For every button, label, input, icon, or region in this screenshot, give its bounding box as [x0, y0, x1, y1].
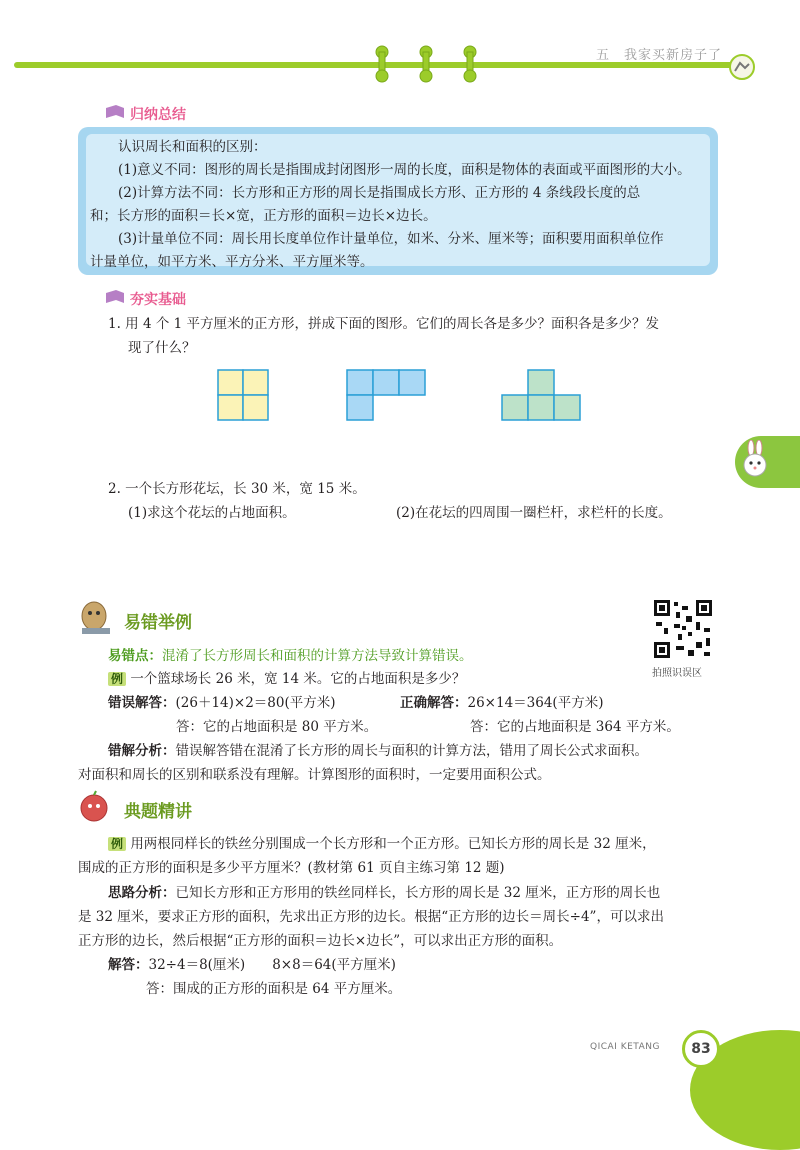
solution-answer: 答：围成的正方形的面积是 64 平方厘米。	[146, 981, 402, 997]
summary-line: (2)计算方法不同：长方形和正方形的周长是指围成长方形、正方形的 4 条线段长度的总	[118, 185, 641, 201]
rabbit-icon	[740, 440, 770, 478]
potato-mascot-icon	[76, 598, 116, 638]
right-answer: 答：它的占地面积是 364 平方米。	[470, 719, 680, 735]
mistake-point-label: 易错点：	[108, 648, 162, 664]
summary-line: (3)计量单位不同：周长用长度单位作计量单位，如米、分米、厘米等；面积要用面积单位作	[118, 231, 664, 247]
summary-title: 归纳总结	[130, 107, 186, 123]
analysis-text: 错误解答错在混淆了长方形的周长与面积的计算方法，错用了周长公式求面积。	[175, 743, 648, 759]
summary-line: 认识周长和面积的区别：	[118, 139, 267, 155]
mistake-point	[108, 645, 473, 667]
apple-mascot-icon	[76, 790, 116, 826]
analysis-line-1	[108, 740, 648, 762]
wrong-text: (26＋14)×2＝80(平方米)	[175, 695, 336, 711]
solve-text: 32÷4＝8(厘米) 8×8＝64(平方厘米)	[148, 957, 396, 973]
question-1-line-1: 1. 用 4 个 1 平方厘米的正方形，拼成下面的图形。它们的周长各是多少？面积各是多少？发	[108, 316, 660, 332]
binder-pins	[368, 44, 488, 84]
qr-code	[652, 598, 714, 660]
solve-label: 解答：	[108, 957, 149, 973]
footer-brand: QICAI KETANG	[590, 1042, 660, 1052]
typical-question-text: 用两根同样长的铁丝分别围成一个长方形和一个正方形。已知长方形的周长是 32 厘米，	[130, 836, 656, 852]
qr-caption: 拍照识误区	[652, 668, 702, 679]
summary-line: (1)意义不同：图形的周长是指围成封闭图形一周的长度，面积是物体的表面或平面图形的大小。	[118, 162, 691, 178]
think-text: 已知长方形和正方形用的铁丝同样长，长方形的周长是 32 厘米，正方形的周长也	[175, 885, 661, 901]
think-line-3: 正方形的边长，然后根据“正方形的面积＝边长×边长”，可以求出正方形的面积。	[78, 933, 563, 949]
figure-l-shape	[347, 370, 425, 420]
analysis-label: 错解分析：	[108, 743, 176, 759]
right-solution	[400, 692, 603, 714]
question-2: 2. 一个长方形花坛，长 30 米，宽 15 米。	[108, 481, 366, 497]
right-text: 26×14＝364(平方米)	[467, 695, 604, 711]
question-2-b: (2)在花坛的四周围一圈栏杆，求栏杆的长度。	[396, 505, 672, 521]
typical-title: 典题精讲	[124, 802, 192, 822]
basics-title: 夯实基础	[130, 292, 186, 308]
mistakes-title: 易错举例	[124, 613, 192, 633]
wrong-label: 错误解答：	[108, 695, 176, 711]
summary-line: 和；长方形的面积＝长×宽，正方形的面积＝边长×边长。	[90, 208, 437, 224]
question-2-a: (1)求这个花坛的占地面积。	[128, 505, 296, 521]
example-tag: 例	[108, 672, 126, 686]
solution-line	[108, 954, 396, 976]
book-icon	[104, 289, 126, 305]
right-label: 正确解答：	[400, 695, 468, 711]
think-line-1	[108, 882, 660, 904]
summary-line: 计量单位，如平方米、平方分米、平方厘米等。	[90, 254, 374, 270]
typical-question-line-1	[108, 833, 656, 855]
mistake-example	[108, 668, 465, 690]
wrong-answer: 答：它的占地面积是 80 平方米。	[176, 719, 378, 735]
figure-2x2-square	[218, 370, 268, 420]
mascot-corner-icon	[728, 54, 756, 80]
chapter-title: 五 我家买新房子了	[596, 48, 723, 63]
example-text: 一个篮球场长 26 米，宽 14 米。它的占地面积是多少？	[130, 671, 466, 687]
figure-t-shape	[502, 370, 580, 420]
mistake-point-text: 混淆了长方形周长和面积的计算方法导致计算错误。	[162, 648, 473, 664]
think-line-2: 是 32 厘米，要求正方形的面积，先求出正方形的边长。根据“正方形的边长＝周长÷4”，可以求出	[78, 909, 664, 925]
analysis-line-2: 对面积和周长的区别和联系没有理解。计算图形的面积时，一定要用面积公式。	[78, 767, 551, 783]
square-figures	[212, 366, 592, 422]
wrong-solution	[108, 692, 336, 714]
page-number: 83	[682, 1030, 720, 1068]
question-1-line-2: 现了什么？	[128, 340, 196, 356]
book-icon	[104, 104, 126, 120]
example-tag: 例	[108, 837, 126, 851]
typical-question-line-2: 围成的正方形的面积是多少平方厘米？(教材第 61 页自主练习第 12 题)	[78, 860, 505, 876]
think-label: 思路分析：	[108, 885, 176, 901]
